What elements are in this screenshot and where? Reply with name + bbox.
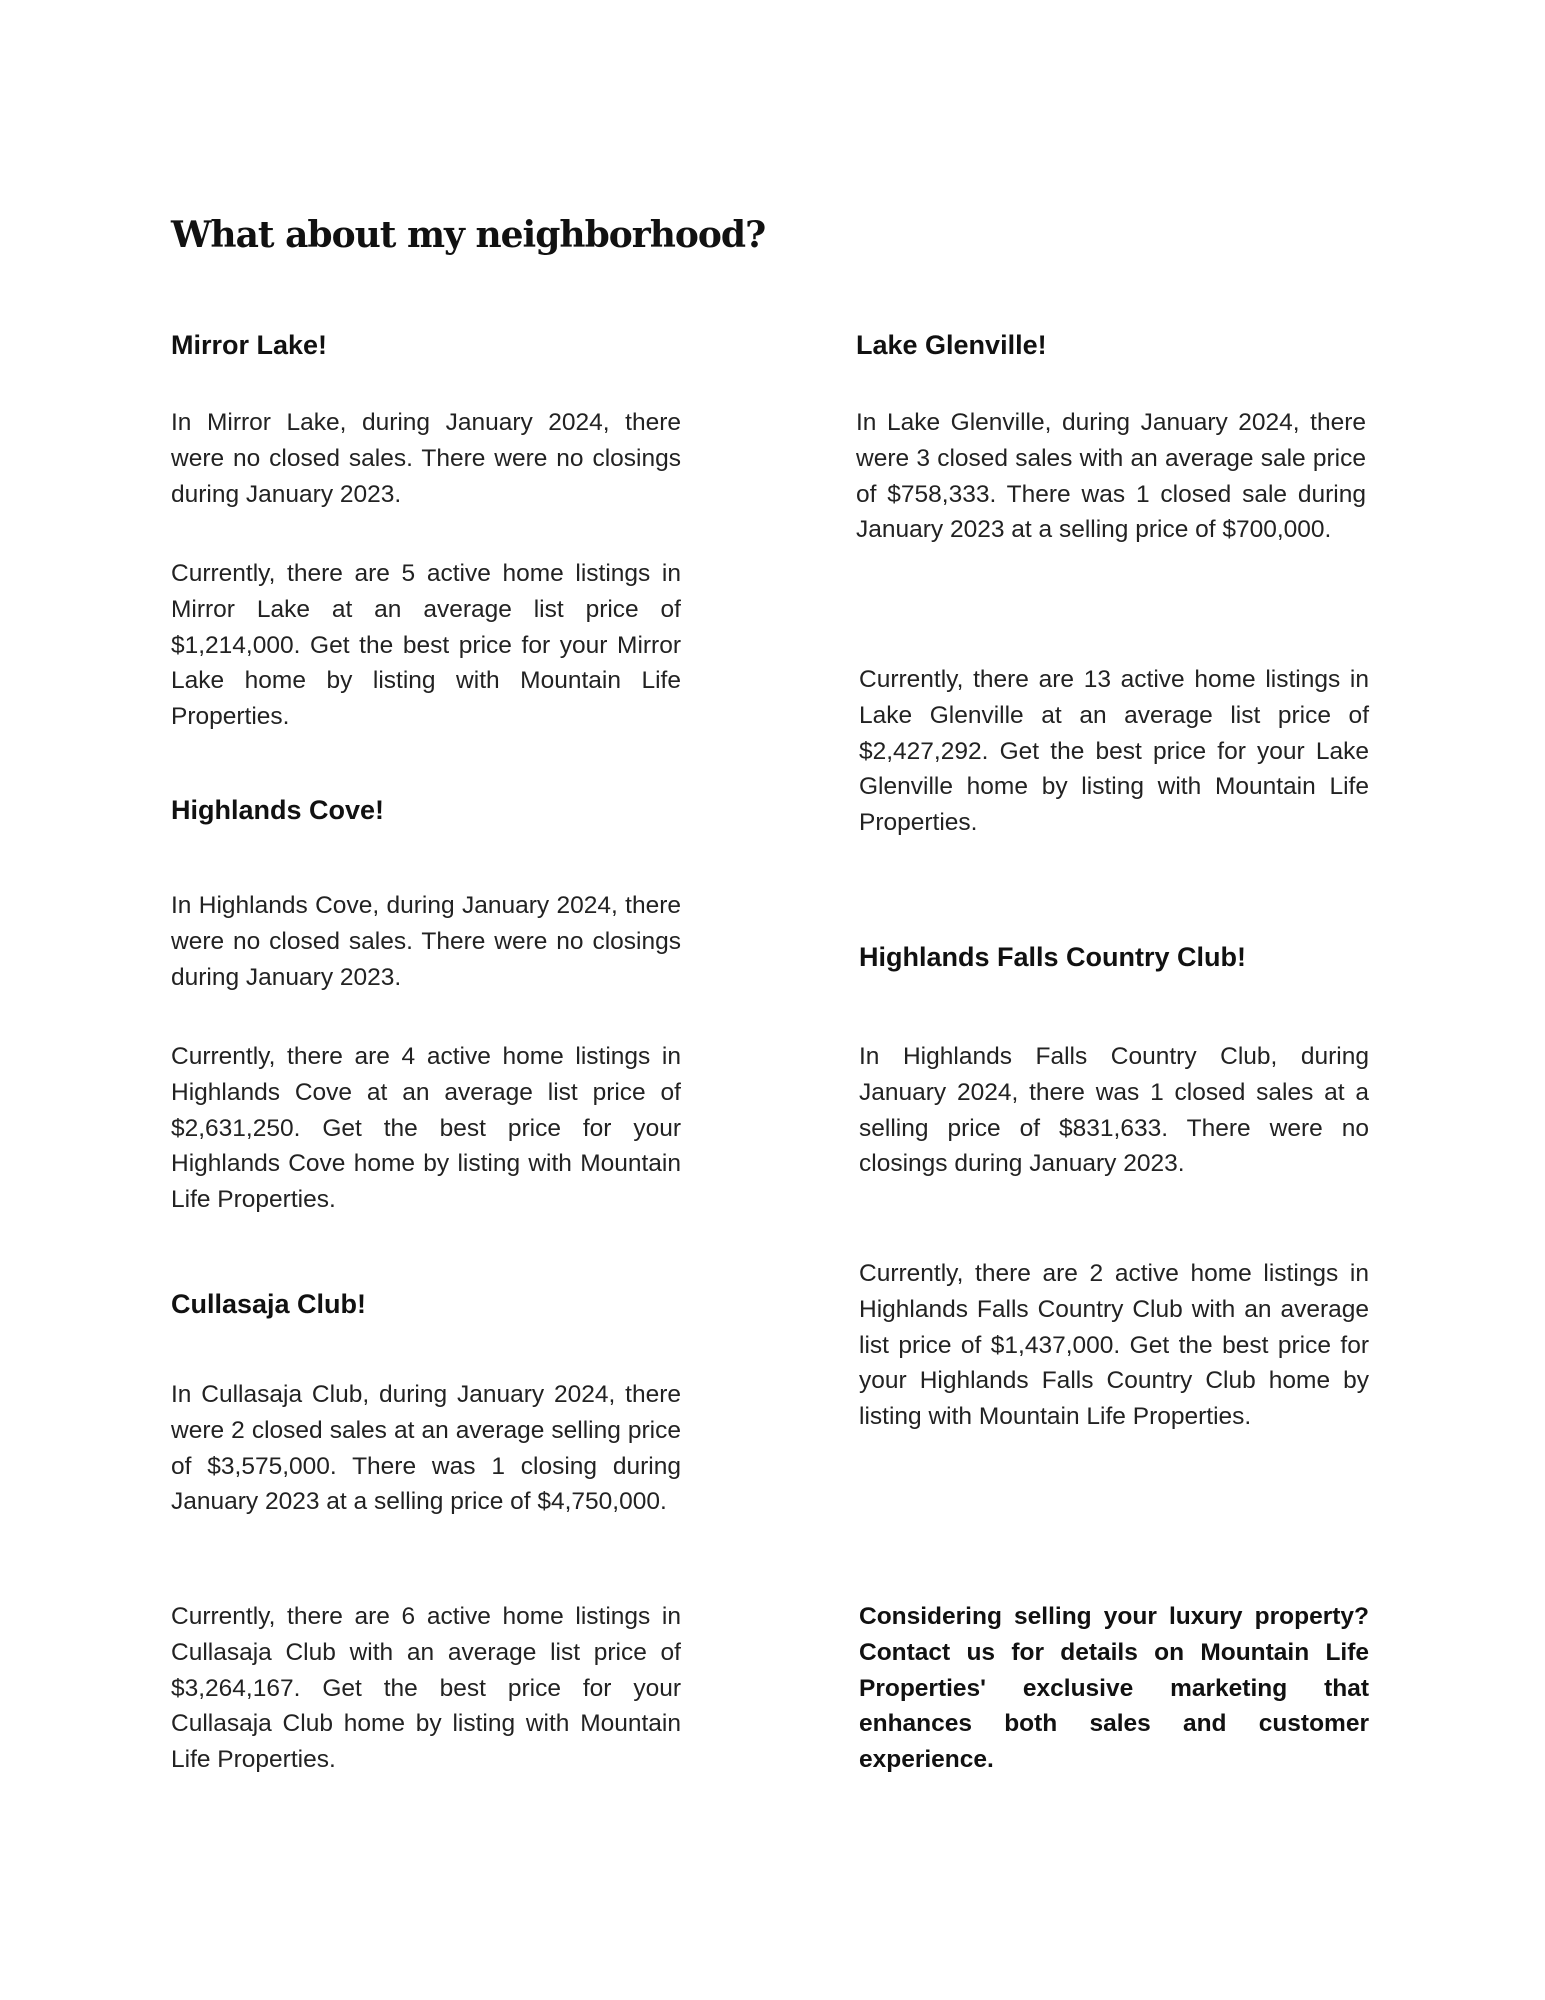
listings-paragraph-mirror-lake: Currently, there are 5 active home listings in Mirror Lake at an average list price of $1,214,000. Get the best price for your Mirror Lake home by listing with Mountain Life Properties. — [171, 560, 681, 731]
sales-paragraph-cullasaja-club: In Cullasaja Club, during January 2024, there were 2 closed sales at an average selling price of $3,575,000. There was 1 closing during January 2023 at a selling price of $4,750,000. — [171, 1381, 681, 1516]
listings-paragraph-lake-glenville: Currently, there are 13 active home listings in Lake Glenville at an average list price of $2,427,292. Get the best price for your Lake Glenville home by listing with Mountain Life Properties. — [859, 666, 1369, 837]
listings-paragraph-cullasaja-club: Currently, there are 6 active home listings in Cullasaja Club with an average list price of $3,264,167. Get the best price for your Cullasaja Club home by listing with Mountain Life Properties. — [171, 1603, 681, 1774]
sales-paragraph-highlands-cove: In Highlands Cove, during January 2024, there were no closed sales. There were no closings during January 2023. — [171, 892, 681, 991]
section-heading-lake-glenville: Lake Glenville! — [856, 330, 1047, 360]
listings-paragraph-highlands-cove: Currently, there are 4 active home listings in Highlands Cove at an average list price of $2,631,250. Get the best price for your Highlands Cove home by listing with Mountain Life Properties. — [171, 1043, 681, 1214]
contact-cta-paragraph: Considering selling your luxury property? Contact us for details on Mountain Life Properties' exclusive marketing that enhances both sales and customer experience. — [859, 1603, 1369, 1774]
section-heading-highlands-falls-country-club: Highlands Falls Country Club! — [859, 942, 1247, 972]
sales-paragraph-mirror-lake: In Mirror Lake, during January 2024, there were no closed sales. There were no closings during January 2023. — [171, 409, 681, 508]
listings-paragraph-highlands-falls-country-club: Currently, there are 2 active home listings in Highlands Falls Country Club with an average list price of $1,437,000. Get the best price for your Highlands Falls Country Club home by listing with Mountain Life Properties. — [859, 1260, 1369, 1431]
page-title: What about my neighborhood? — [171, 214, 766, 256]
sales-paragraph-highlands-falls-country-club: In Highlands Falls Country Club, during January 2024, there was 1 closed sales at a selling price of $831,633. There were no closings during January 2023. — [859, 1043, 1369, 1178]
sales-paragraph-lake-glenville: In Lake Glenville, during January 2024, there were 3 closed sales with an average sale price of $758,333. There was 1 closed sale during January 2023 at a selling price of $700,000. — [856, 409, 1366, 544]
section-heading-cullasaja-club: Cullasaja Club! — [171, 1289, 367, 1319]
section-heading-highlands-cove: Highlands Cove! — [171, 795, 385, 825]
section-heading-mirror-lake: Mirror Lake! — [171, 330, 328, 360]
